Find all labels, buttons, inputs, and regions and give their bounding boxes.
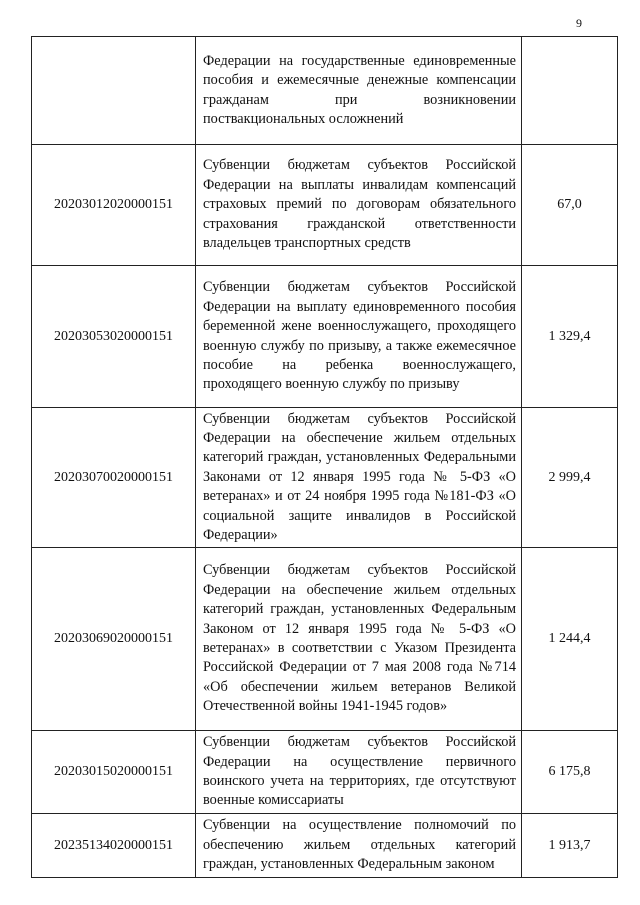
amount-cell: 67,0 [522, 145, 618, 266]
description-cell: Субвенции на осуществление полномочий по обеспечению жильем отдельных категорий граждан, установленных Федеральным законом [196, 814, 522, 878]
table-row [32, 37, 618, 145]
description-cell: Субвенции бюджетам субъектов Российской Федерации на выплату единовременного пособия беременной жене военнослужащего, проходящего военную службу по призыву, а также ежемесячное пособие на ребенка военнослужащего, проходящего военную службу по призыву [196, 266, 522, 408]
budget-code-cell: 20203069020000151 [32, 548, 196, 731]
table-row [32, 408, 618, 548]
description-cell: Федерации на государственные единовременные пособия и ежемесячные денежные компенсации гражданам при возникновении поствакциональных осложнений [196, 37, 522, 145]
table-row [32, 266, 618, 408]
table-row [32, 145, 618, 266]
amount-cell: 2 999,4 [522, 408, 618, 548]
budget-code-cell: 20203012020000151 [32, 145, 196, 266]
table-row [32, 731, 618, 814]
description-cell: Субвенции бюджетам субъектов Российской Федерации на осуществление первичного воинского учета на территориях, где отсутствуют военные комиссариаты [196, 731, 522, 814]
description-cell: Субвенции бюджетам субъектов Российской Федерации на выплаты инвалидам компенсаций страховых премий по договорам обязательного страхования гражданской ответственности владельцев транспортных средств [196, 145, 522, 266]
amount-cell: 6 175,8 [522, 731, 618, 814]
budget-code-cell: 20203015020000151 [32, 731, 196, 814]
table-row [32, 814, 618, 878]
budget-code-cell: 20203070020000151 [32, 408, 196, 548]
page-number: 9 [576, 16, 582, 30]
budget-code-cell: 20235134020000151 [32, 814, 196, 878]
amount-cell: 1 329,4 [522, 266, 618, 408]
budget-code-cell: 20203053020000151 [32, 266, 196, 408]
description-cell: Субвенции бюджетам субъектов Российской Федерации на обеспечение жильем отдельных категорий граждан, установленных Федеральным Законом от 12 января 1995 года № 5-ФЗ «О ветеранах» в соответствии с Указом Президента Российской Федерации от 7 мая 2008 года №714 «Об обеспечении жильем ветеранов Великой Отечественной войны 1941-1945 годов» [196, 548, 522, 731]
amount-cell [522, 37, 618, 145]
budget-table [31, 36, 618, 878]
amount-cell: 1 244,4 [522, 548, 618, 731]
table-row [32, 548, 618, 731]
budget-code-cell [32, 37, 196, 145]
amount-cell: 1 913,7 [522, 814, 618, 878]
description-cell: Субвенции бюджетам субъектов Российской Федерации на обеспечение жильем отдельных категорий граждан, установленных Федеральными Законами от 12 января 1995 года № 5-ФЗ «О ветеранах» и от 24 ноября 1995 года №181-ФЗ «О социальной защите инвалидов в Российской Федерации» [196, 408, 522, 548]
